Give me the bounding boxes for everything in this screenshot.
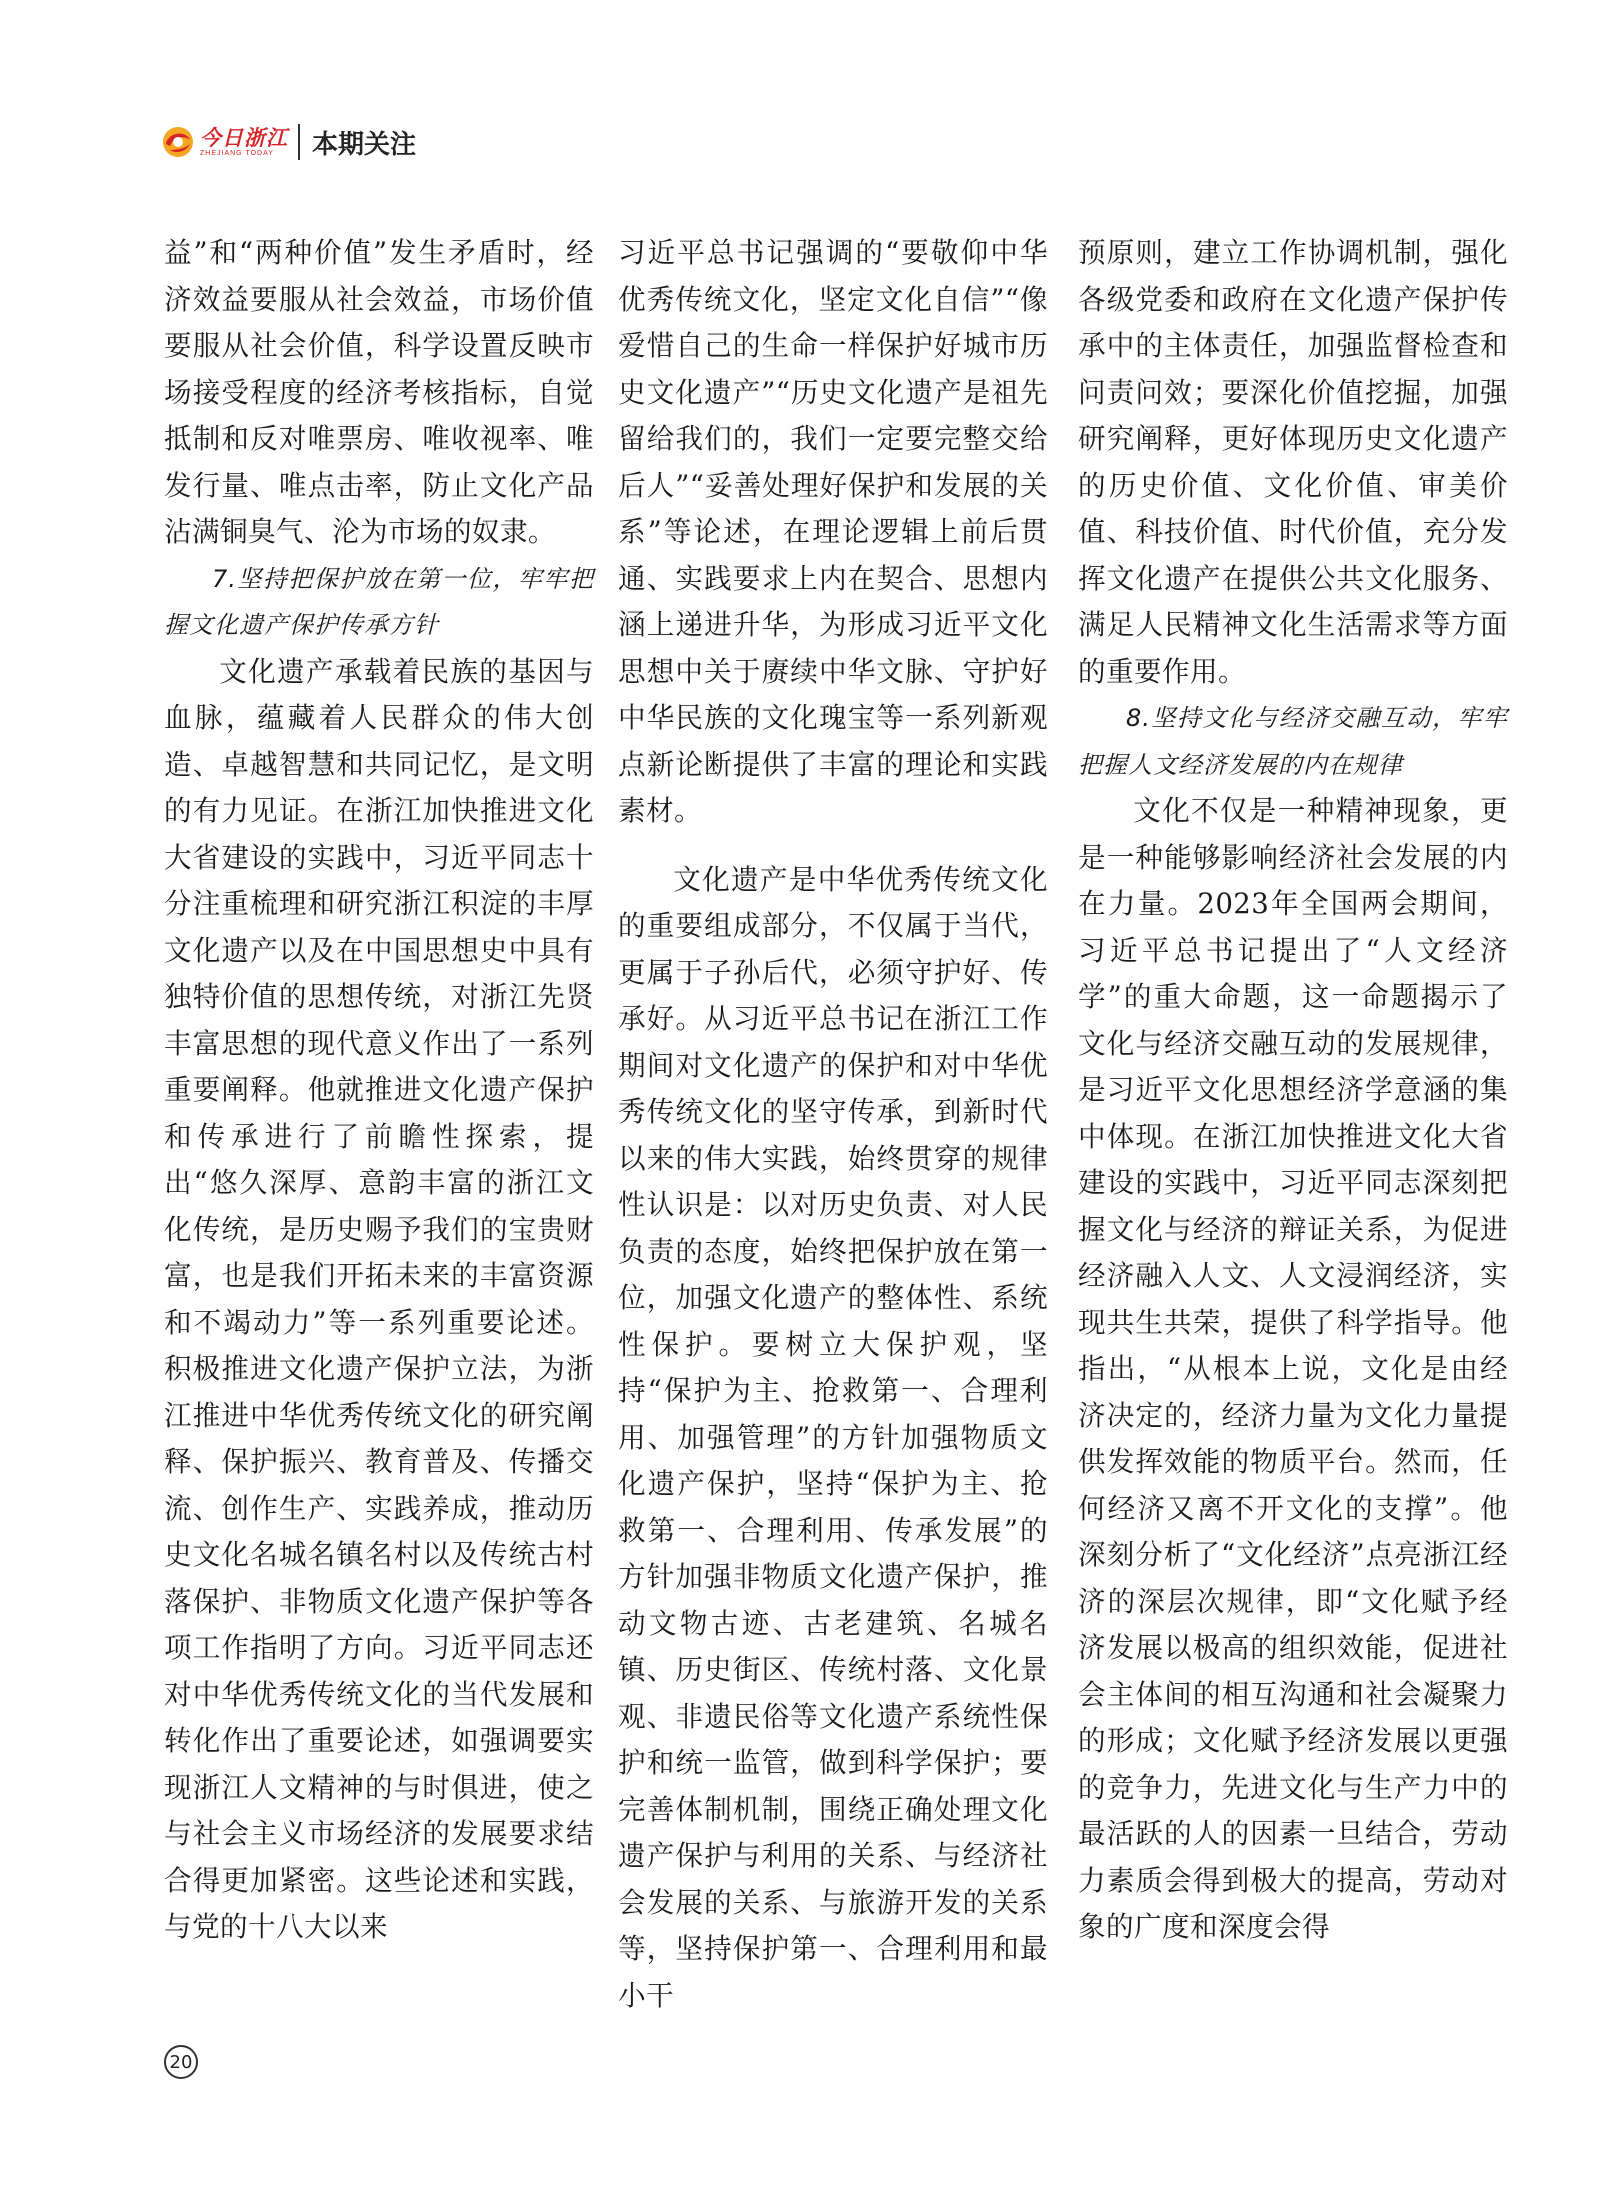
paragraph: 文化遗产是中华优秀传统文化的重要组成部分，不仅属于当代，更属于子孙后代，必须守护好、传承好。从习近平总书记在浙江工作期间对文化遗产的保护和对中华优秀传统文化的坚守传承，到新时代以来的伟大实践，始终贯穿的规律性认识是：以对历史负责、对人民负责的态度，始终把保护放在第一位，加强文化遗产的整体性、系统性保护。要树立大保护观，坚持“保护为主、抢救第一、合理利用、加强管理”的方针加强物质文化遗产保护，坚持“保护为主、抢救第一、合理利用、传承发展”的方针加强非物质文化遗产保护，推动文物古迹、古老建筑、名城名镇、历史街区、传统村落、文化景观、非遗民俗等文化遗产系统性保护和统一监管，做到科学保护；要完善体制机制，围绕正确处理文化遗产保护与利用的关系、与经济社会发展的关系、与旅游开发的关系等，坚持保护第一、合理利用和最小干 [618, 862, 1048, 2012]
paragraph: 文化不仅是一种精神现象，更是一种能够影响经济社会发展的内在力量。2023年全国两会期间，习近平总书记提出了“人文经济学”的重大命题，这一命题揭示了文化与经济交融互动的发展规律，是习近平文化思想经济学意涵的集中体现。在浙江加快推进文化大省建设的实践中，习近平同志深刻把握文化与经济的辩证关系，为促进经济融入人文、人文浸润经济，实现共生共荣，提供了科学指导。他指出，“从根本上说，文化是由经济决定的，经济力量为文化力量提供发挥效能的物质平台。然而，任何经济又离不开文化的支撑”。他深刻分析了“文化经济”点亮浙江经济的深层次规律，即“文化赋予经济发展以极高的组织效能，促进社会主体间的相互沟通和社会凝聚力的形成；文化赋予经济发展以更强的竞争力，先进文化与生产力中的最活跃的人的因素一旦结合，劳动力素质会得到极大的提高，劳动对象的广度和深度会得 [1078, 794, 1508, 1943]
paragraph: 文化遗产承载着民族的基因与血脉，蕴藏着人民群众的伟大创造、卓越智慧和共同记忆，是文明的有力见证。在浙江加快推进文化大省建设的实践中，习近平同志十分注重梳理和研究浙江积淀的丰厚文化遗产以及在中国思想史中具有独特价值的思想传统，对浙江先贤丰富思想的现代意义作出了一系列重要阐释。他就推进文化遗产保护和传承进行了前瞻性探索，提出“悠久深厚、意韵丰富的浙江文化传统，是历史赐予我们的宝贵财富，也是我们开拓未来的丰富资源和不竭动力”等一系列重要论述。积极推进文化遗产保护立法，为浙江推进中华优秀传统文化的研究阐释、保护振兴、教育普及、传播交流、创作生产、实践养成，推动历史文化名城名镇名村以及传统古村落保护、非物质文化遗产保护等各项工作指明了方向。习近平同志还对中华优秀传统文化的当代发展和转化作出了重要论述，如强调要实现浙江人文精神的与时俱进，使之与社会主义市场经济的发展要求结合得更加紧密。这些论述和实践，与党的十八大以来 [164, 654, 594, 1943]
header-divider [298, 124, 300, 160]
page-number: 20 [164, 2045, 198, 2079]
logo-english-text: ZHEJIANG TODAY [200, 150, 274, 157]
text-column-1 [164, 230, 594, 1951]
section-title: 本期关注 [312, 129, 417, 160]
page-header [160, 118, 416, 166]
logo-chinese-text: 今日浙江 [200, 125, 288, 150]
text-column-2 [618, 230, 1048, 2019]
subheading: 8.坚持文化与经济交融互动，牢牢把握人文经济发展的内在规律 [1078, 704, 1508, 779]
text-column-3 [1078, 230, 1508, 1951]
paragraph: 益”和“两种价值”发生矛盾时，经济效益要服从社会效益，市场价值要服从社会价值，科学设置反映市场接受程度的经济考核指标，自觉抵制和反对唯票房、唯收视率、唯发行量、唯点击率，防止文化产品沾满铜臭气、沦为市场的奴隶。 [164, 236, 594, 548]
magazine-logo [160, 124, 288, 160]
logo-swirl-icon [160, 124, 196, 160]
subheading: 7.坚持把保护放在第一位，牢牢把握文化遗产保护传承方针 [164, 564, 594, 639]
paragraph: 习近平总书记强调的“要敬仰中华优秀传统文化，坚定文化自信”“像爱惜自己的生命一样保护好城市历史文化遗产”“历史文化遗产是祖先留给我们的，我们一定要完整交给后人”“妥善处理好保护和发展的关系”等论述，在理论逻辑上前后贯通、实践要求上内在契合、思想内涵上递进升华，为形成习近平文化思想中关于赓续中华文脉、守护好中华民族的文化瑰宝等一系列新观点新论断提供了丰富的理论和实践素材。 [618, 236, 1048, 827]
paragraph: 预原则，建立工作协调机制，强化各级党委和政府在文化遗产保护传承中的主体责任，加强监督检查和问责问效；要深化价值挖掘，加强研究阐释，更好体现历史文化遗产的历史价值、文化价值、审美价值、科技价值、时代价值，充分发挥文化遗产在提供公共文化服务、满足人民精神文化生活需求等方面的重要作用。 [1078, 236, 1508, 688]
